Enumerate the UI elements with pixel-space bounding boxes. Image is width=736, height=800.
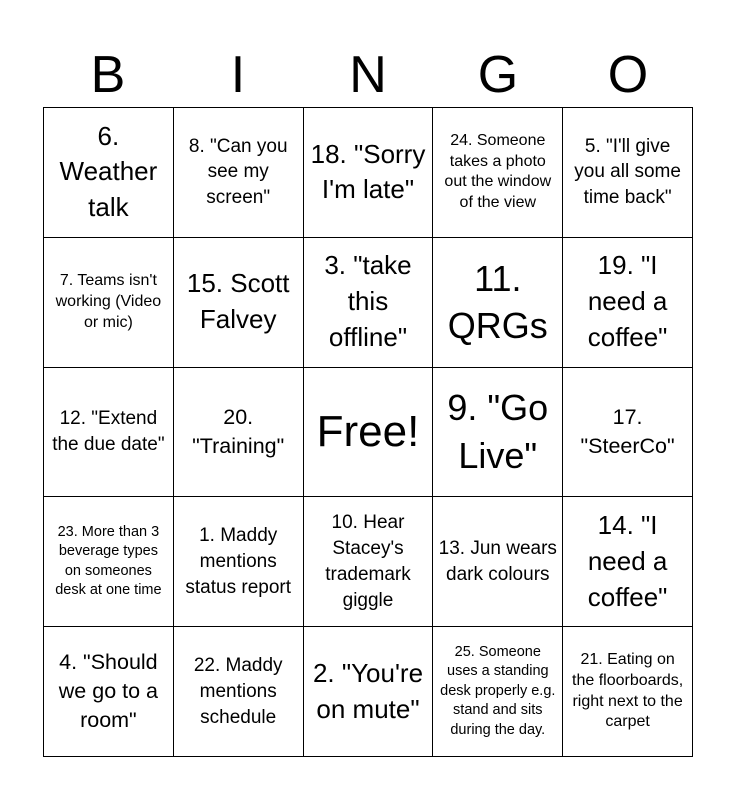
bingo-free-cell — [304, 368, 434, 498]
bingo-cell-text: 5. "I'll give you all some time back" — [574, 135, 681, 209]
bingo-cell-text: 3. "take this offline" — [324, 250, 412, 353]
bingo-cell — [44, 627, 174, 757]
header-letter-b: B — [90, 46, 126, 104]
bingo-board — [43, 107, 693, 757]
bingo-cell-text: 25. Someone uses a standing desk properly e.g. stand and sits during the day. — [440, 643, 556, 738]
bingo-cell-text: 22. Maddy mentions schedule — [193, 654, 283, 728]
bingo-cell-text: 17. "SteerCo" — [580, 404, 675, 458]
bingo-cell-text: 12. "Extend the due date" — [52, 408, 165, 455]
bingo-cell — [563, 108, 693, 238]
header-letter-g: G — [477, 46, 519, 104]
bingo-cell — [174, 627, 304, 757]
bingo-cell-text: 21. Eating on the floorboards, right next to the carpet — [572, 651, 684, 731]
bingo-cell-text: 19. "I need a coffee" — [587, 250, 668, 353]
bingo-cell — [563, 627, 693, 757]
bingo-header — [43, 44, 693, 106]
bingo-cell-text: Free! — [316, 406, 420, 456]
bingo-cell-text: 11. QRGs — [447, 257, 548, 347]
bingo-cell-text: 10. Hear Stacey's trademark giggle — [325, 512, 411, 611]
bingo-cell — [304, 108, 434, 238]
bingo-cell — [433, 368, 563, 498]
bingo-cell-text: 18. "Sorry I'm late" — [310, 138, 426, 205]
bingo-cell — [433, 627, 563, 757]
bingo-cell — [433, 108, 563, 238]
bingo-cell — [563, 368, 693, 498]
bingo-cell — [44, 368, 174, 498]
header-letter-o: O — [607, 46, 649, 104]
bingo-cell-text: 9. "Go Live" — [447, 387, 549, 476]
bingo-cell-text: 24. Someone takes a photo out the window of the view — [444, 131, 552, 212]
bingo-cell-text: 14. "I need a coffee" — [587, 509, 668, 612]
bingo-cell-text: 20. "Training" — [192, 404, 285, 458]
bingo-cell — [44, 238, 174, 368]
bingo-cell-text: 7. Teams isn't working (Video or mic) — [55, 272, 162, 331]
bingo-cell-text: 13. Jun wears dark colours — [438, 537, 557, 585]
bingo-cell — [433, 238, 563, 368]
bingo-cell-text: 23. More than 3 beverage types on someones desk at one time — [55, 523, 162, 599]
header-letter-n: N — [349, 46, 387, 104]
bingo-cell — [563, 497, 693, 627]
bingo-cell-text: 15. Scott Falvey — [186, 268, 290, 335]
bingo-cell-text: 4. "Should we go to a room" — [58, 649, 158, 733]
bingo-cell — [44, 497, 174, 627]
bingo-cell — [174, 108, 304, 238]
bingo-cell-text: 1. Maddy mentions status report — [185, 525, 291, 598]
bingo-cell — [174, 238, 304, 368]
bingo-cell — [433, 497, 563, 627]
bingo-cell — [174, 497, 304, 627]
bingo-cell-text: 6. Weather talk — [59, 120, 158, 223]
bingo-cell — [174, 368, 304, 498]
bingo-cell — [44, 108, 174, 238]
header-letter-i: I — [230, 46, 246, 104]
bingo-cell-text: 2. "You're on mute" — [312, 657, 424, 724]
bingo-cell — [304, 627, 434, 757]
bingo-cell — [563, 238, 693, 368]
bingo-cell-text: 8. "Can you see my screen" — [188, 135, 288, 209]
bingo-cell — [304, 238, 434, 368]
bingo-cell — [304, 497, 434, 627]
